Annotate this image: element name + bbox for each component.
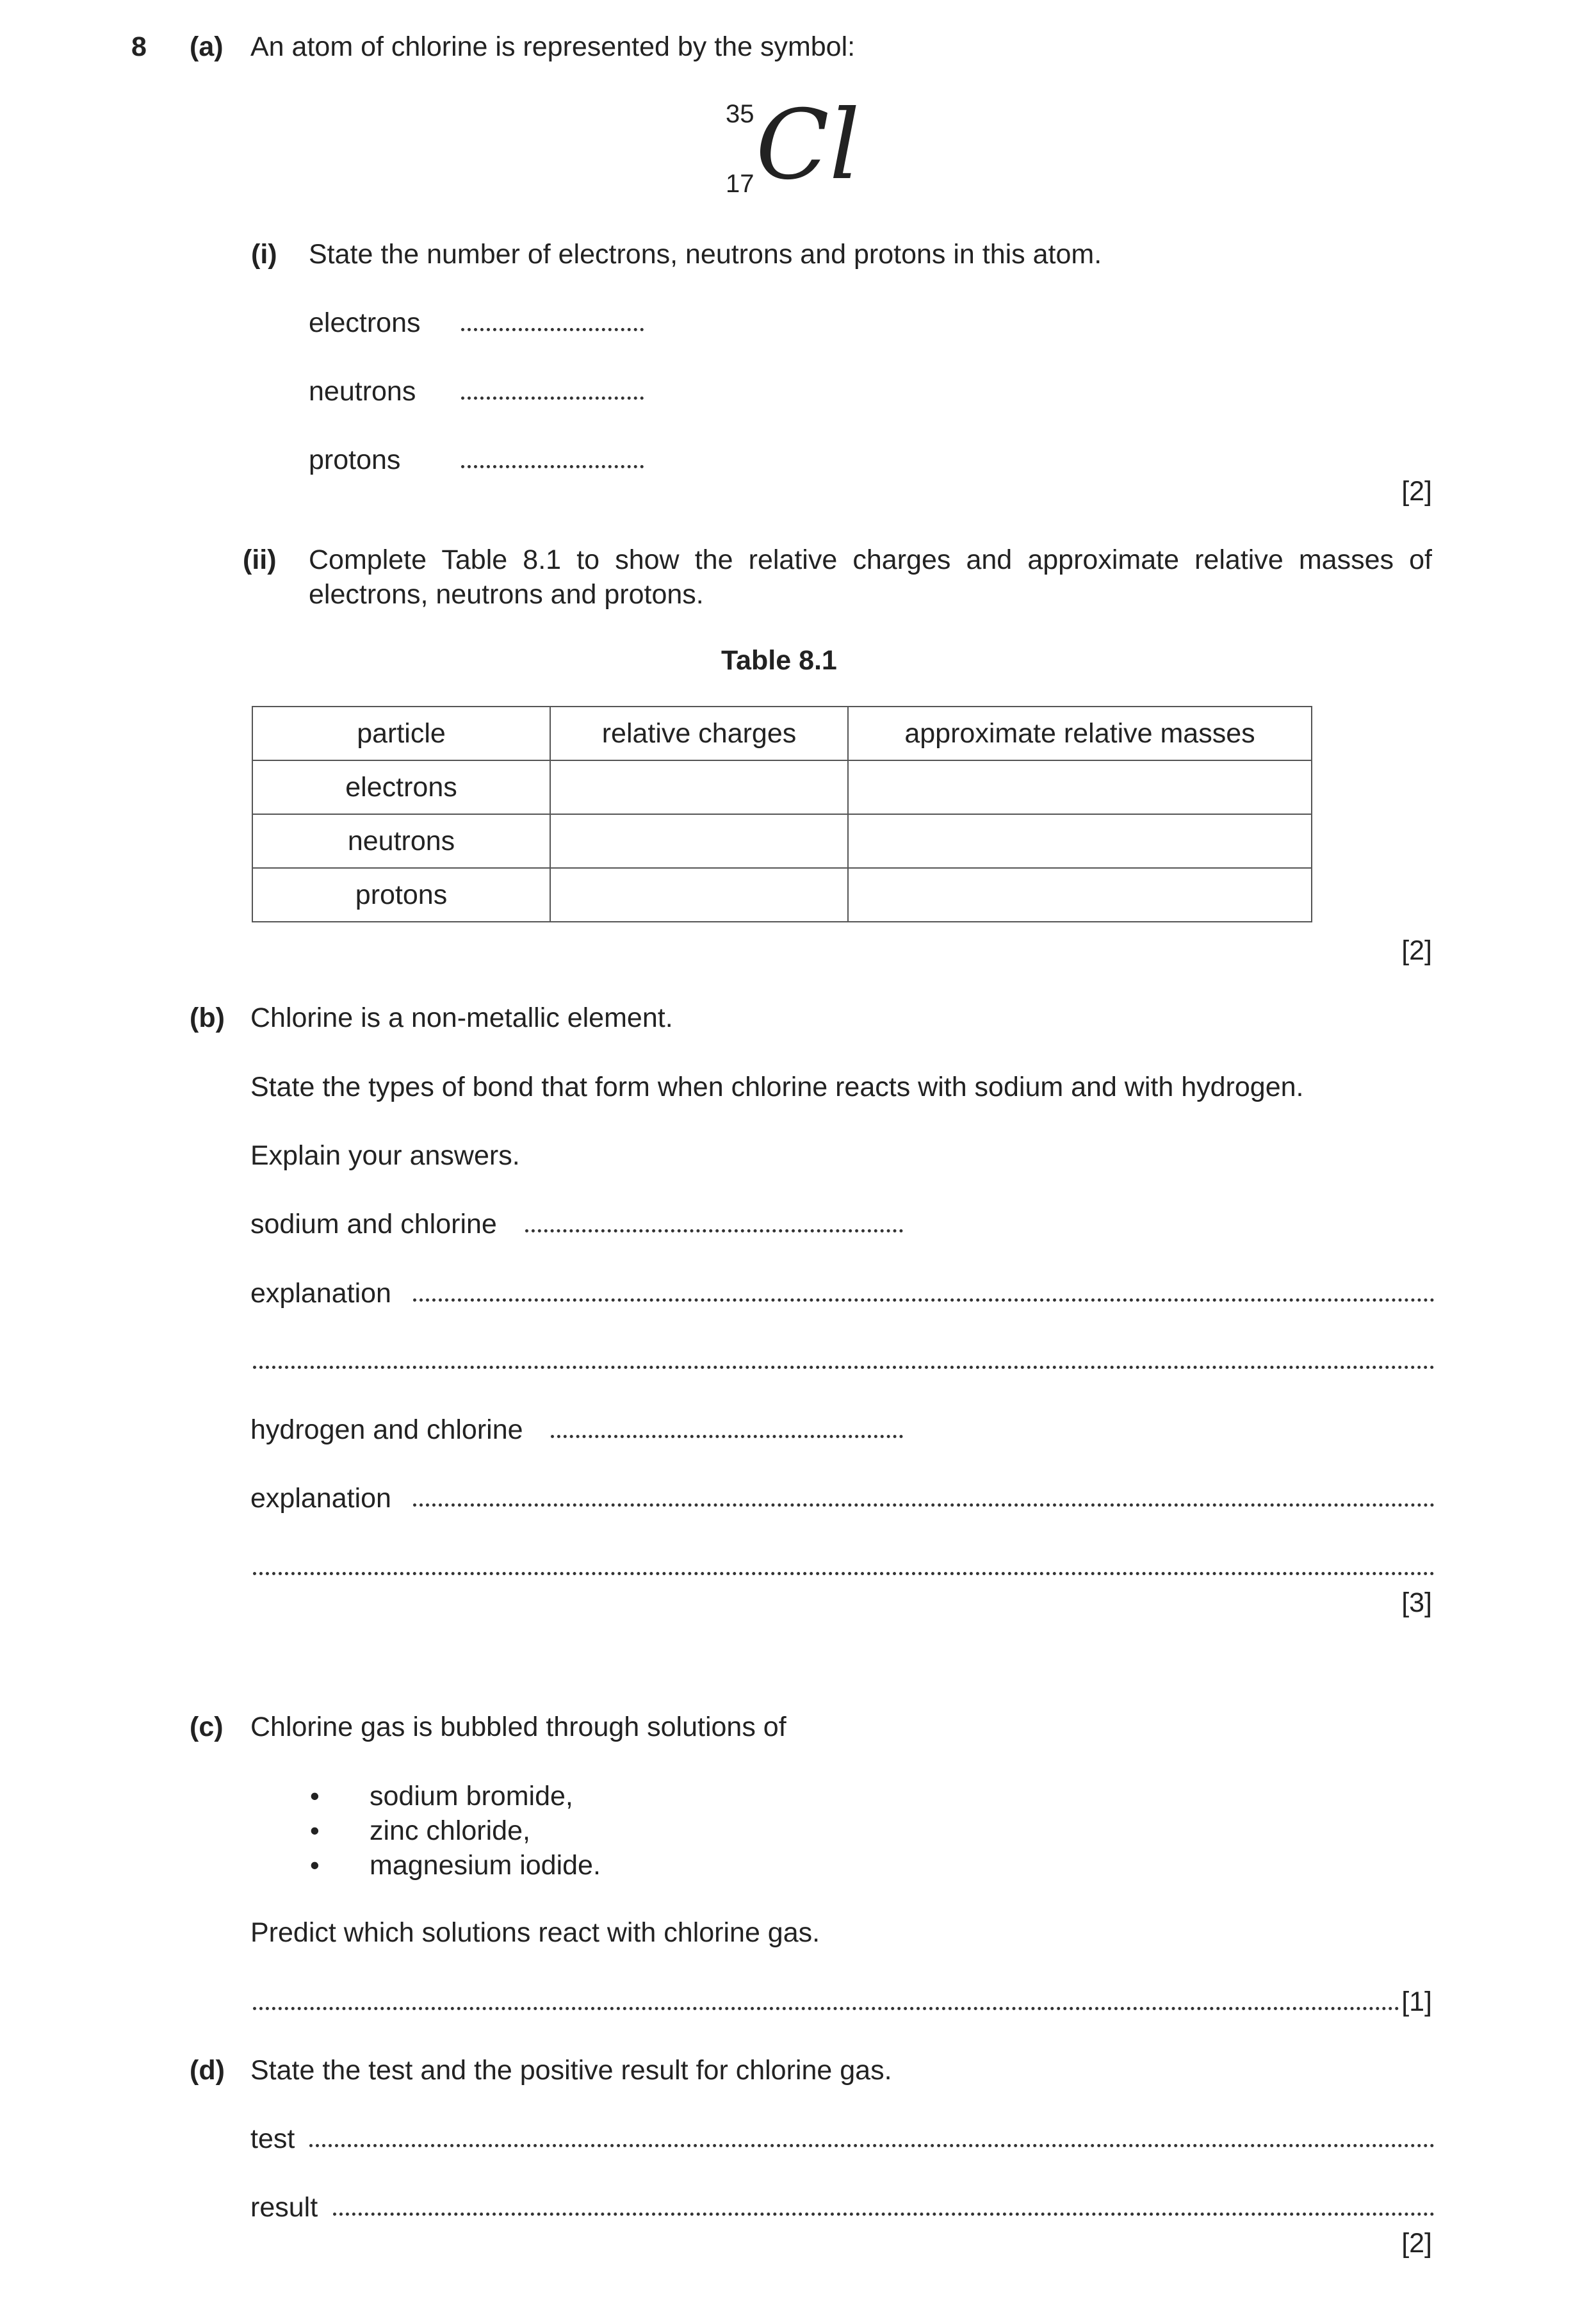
bullet-marker: • (310, 1815, 320, 1845)
table-cell-charge[interactable] (550, 868, 848, 922)
part-d-stem: State the test and the positive result for chlorine gas. (250, 2055, 892, 2086)
bullet-item: zinc chloride, (370, 1815, 530, 1846)
part-a-ii-text-line2: electrons, neutrons and protons. (309, 579, 704, 610)
table-cell-charge[interactable] (550, 814, 848, 868)
table-cell-mass[interactable] (848, 814, 1312, 868)
part-a-ii-label: (ii) (243, 544, 277, 575)
atomic-number: 17 (726, 170, 754, 198)
explanation-label-1: explanation (250, 1278, 391, 1309)
neutrons-label: neutrons (309, 376, 416, 407)
bullet-item: sodium bromide, (370, 1781, 573, 1812)
sodium-chlorine-label: sodium and chlorine (250, 1209, 497, 1240)
mass-number: 35 (726, 100, 754, 128)
test-label: test (250, 2124, 295, 2154)
element-symbol: Cl (756, 90, 860, 201)
table-header: approximate relative masses (848, 707, 1312, 760)
result-answer-line[interactable] (333, 2213, 1435, 2216)
question-number: 8 (131, 31, 147, 62)
table-header: relative charges (550, 707, 848, 760)
part-c-prompt: Predict which solutions react with chlorine gas. (250, 1917, 820, 1948)
part-b-line3: Explain your answers. (250, 1140, 520, 1171)
marks-b: [3] (1401, 1587, 1432, 1618)
bullet-marker: • (310, 1850, 320, 1880)
part-d-label: (d) (190, 2055, 225, 2086)
table-cell-charge[interactable] (550, 760, 848, 814)
part-a-ii-text-line1: Complete Table 8.1 to show the relative charges and approximate relative masses of (309, 544, 1432, 575)
table-header-row (252, 707, 1312, 760)
electrons-answer-line[interactable] (461, 328, 644, 331)
marks-a-i: [2] (1401, 476, 1432, 507)
table-row (252, 814, 1312, 868)
part-a-i-label: (i) (251, 239, 277, 270)
table-cell-mass[interactable] (848, 760, 1312, 814)
test-answer-line[interactable] (309, 2144, 1435, 2147)
part-b-label: (b) (190, 1002, 225, 1033)
table-row (252, 868, 1312, 922)
hydrogen-chlorine-label: hydrogen and chlorine (250, 1414, 523, 1445)
table-header: particle (252, 707, 550, 760)
table-row (252, 760, 1312, 814)
part-c-stem: Chlorine gas is bubbled through solutions of (250, 1712, 786, 1742)
part-a-stem: An atom of chlorine is represented by the symbol: (250, 31, 856, 62)
explanation-label-2: explanation (250, 1483, 391, 1514)
hydrogen-chlorine-answer-line[interactable] (551, 1435, 903, 1438)
marks-c: [1] (1401, 1986, 1432, 2017)
result-label: result (250, 2192, 318, 2223)
protons-answer-line[interactable] (461, 465, 644, 468)
neutrons-answer-line[interactable] (461, 397, 644, 400)
electrons-label: electrons (309, 307, 421, 338)
sodium-chlorine-answer-line[interactable] (525, 1229, 903, 1232)
table-cell-particle: electrons (252, 760, 550, 814)
marks-a-ii: [2] (1401, 935, 1432, 966)
part-a-i-text: State the number of electrons, neutrons and protons in this atom. (309, 239, 1102, 270)
explanation-answer-line-2a[interactable] (413, 1503, 1435, 1507)
part-c-label: (c) (190, 1712, 224, 1742)
part-c-answer-line[interactable] (253, 2007, 1399, 2010)
explanation-answer-line-2b[interactable] (253, 1572, 1435, 1575)
explanation-answer-line-1b[interactable] (253, 1366, 1435, 1369)
table-cell-mass[interactable] (848, 868, 1312, 922)
explanation-answer-line-1a[interactable] (413, 1298, 1435, 1302)
part-b-line2: State the types of bond that form when chlorine reacts with sodium and with hydrogen. (250, 1072, 1304, 1102)
marks-d: [2] (1401, 2228, 1432, 2259)
part-b-line1: Chlorine is a non-metallic element. (250, 1002, 673, 1033)
bullet-item: magnesium iodide. (370, 1850, 601, 1881)
table-cell-particle: protons (252, 868, 550, 922)
protons-label: protons (309, 445, 401, 475)
table-title: Table 8.1 (721, 645, 837, 676)
bullet-marker: • (310, 1781, 320, 1811)
part-a-label: (a) (190, 31, 224, 62)
particle-table (252, 706, 1312, 922)
table-cell-particle: neutrons (252, 814, 550, 868)
